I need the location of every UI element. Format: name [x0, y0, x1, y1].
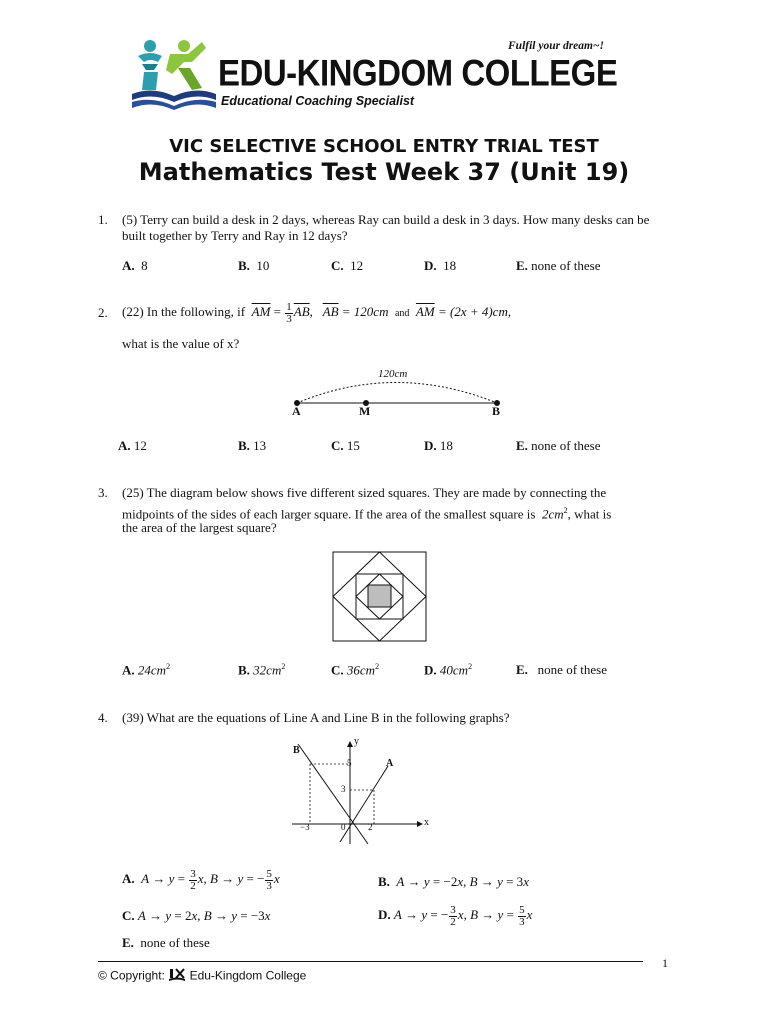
q2-option-b[interactable]: B. 13 — [238, 438, 267, 453]
point-a-label: A — [292, 404, 301, 418]
q2-option-d[interactable]: D. 18 — [424, 438, 453, 453]
college-name: EDU-KINGDOM COLLEGE — [218, 52, 618, 94]
graph-x-axis-label: x — [424, 817, 429, 828]
q1-option-c[interactable]: C. 12 — [331, 258, 364, 273]
q1-option-d[interactable]: D. 18 — [424, 258, 457, 273]
test-title: VIC SELECTIVE SCHOOL ENTRY TRIAL TEST — [169, 136, 599, 157]
q3-option-c[interactable]: C. $36cm^2$ — [331, 662, 380, 678]
question-3-number: 3. — [98, 485, 108, 500]
graph-tick-3: 3 — [341, 784, 346, 794]
q3-option-b[interactable]: B. $32cm^2$ — [238, 662, 286, 678]
footer-rule — [98, 961, 643, 962]
tagline: Fulfil your dream~! — [508, 40, 605, 52]
q3-option-d[interactable]: D. $40cm^2$ — [424, 662, 473, 678]
college-logo — [128, 38, 220, 112]
graph-tick-2: 2 — [368, 822, 373, 832]
q4-option-d[interactable]: D. A → y = − $\frac{3}{2}$ x, B → y = $\frac{5}{3}$ x — [378, 903, 533, 928]
q2-option-c[interactable]: C. 15 — [331, 438, 360, 453]
line-graph — [288, 736, 436, 846]
segment-length-label: 120cm — [378, 368, 408, 380]
q4-option-e[interactable]: E. none of these — [122, 935, 210, 950]
question-4-text: (39) What are the equations of Line A and Line B in the following graphs? — [122, 710, 510, 725]
graph-tick-0: 0 — [341, 822, 346, 832]
q3-option-a[interactable]: A. $24cm^2$ — [122, 662, 171, 678]
question-1-text: (5) Terry can build a desk in 2 days, whereas Ray can build a desk in 3 days. How many desks can be built together by Terry and Ray in 12 days? — [122, 212, 650, 243]
q1-option-b[interactable]: B. 10 — [238, 258, 270, 273]
q4-option-b[interactable]: B. A → y = −2x, B → y = 3x — [378, 874, 529, 889]
q3-option-e[interactable]: E. none of these — [516, 662, 607, 677]
question-3-line-1: (25) The diagram below shows five different sized squares. They are made by connecting the — [122, 485, 607, 500]
test-subtitle: Mathematics Test Week 37 (Unit 19) — [138, 158, 630, 186]
college-subtitle: Educational Coaching Specialist — [221, 94, 415, 108]
q2-option-e[interactable]: E. none of these — [516, 438, 601, 453]
footer-copyright: © Copyright: Edu-Kingdom College — [98, 968, 306, 985]
graph-tick-neg3: −3 — [300, 822, 310, 832]
question-2-number: 2. — [98, 305, 108, 320]
question-2-question: what is the value of x? — [122, 336, 240, 351]
point-b-label: B — [492, 404, 501, 418]
footer-logo-icon — [168, 968, 186, 985]
graph-tick-5: 5 — [347, 758, 352, 768]
graph-line-a-label: A — [386, 758, 394, 769]
nested-squares-diagram — [332, 551, 428, 643]
question-3-line-2: midpoints of the sides of each larger square. If the area of the smallest square is $2cm^2$, what is — [122, 506, 612, 522]
graph-line-b-label: B — [293, 745, 300, 756]
q1-option-a[interactable]: A. 8 — [122, 258, 148, 273]
question-1-number: 1. — [98, 212, 108, 227]
page-number: 1 — [662, 956, 668, 970]
question-3-line-3: the area of the largest square? — [122, 520, 277, 535]
question-2-statement: (22) In the following, if $\overline{AM}$ = $\frac{1}{3}$ $\overline{AB}$, $\overline{AB} = 120cm$ and $\overline{AM} = (2x + 4)cm$, — [122, 300, 512, 325]
point-m-label: M — [359, 404, 371, 418]
graph-y-axis-label: y — [354, 736, 359, 747]
q2-option-a[interactable]: A. 12 — [118, 438, 147, 453]
question-4-number: 4. — [98, 710, 108, 725]
q4-option-c[interactable]: C. A → y = 2x, B → y = −3x — [122, 908, 271, 923]
q4-option-a[interactable]: A. A → y = $\frac{3}{2}$ x, B → y = − $\frac{5}{3}$ x — [122, 867, 280, 892]
q1-option-e[interactable]: E. none of these — [516, 258, 601, 273]
